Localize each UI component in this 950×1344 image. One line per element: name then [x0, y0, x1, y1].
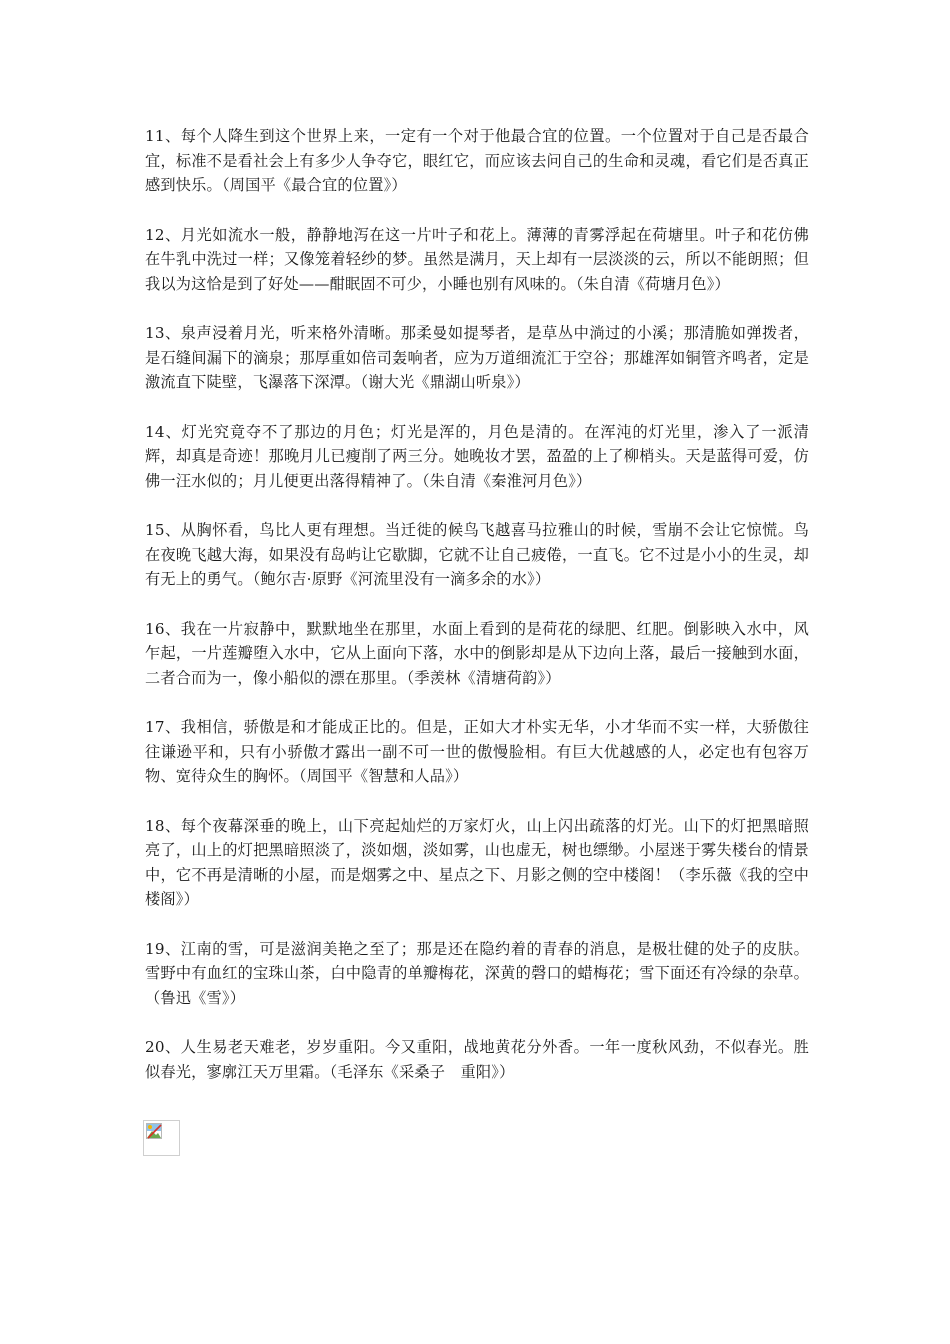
paragraph-14: 14、灯光究竟夺不了那边的月色；灯光是浑的，月色是清的。在浑沌的灯光里，渗入了一派清辉，却真是奇迹！那晚月儿已瘦削了两三分。她晚妆才罢，盈盈的上了柳梢头。天是蓝得可爱，仿佛一汪水似的；月儿便更出落得精神了。（朱自清《秦淮河月色》）	[145, 422, 809, 490]
broken-image-icon	[146, 1123, 164, 1141]
paragraph-11: 11、每个人降生到这个世界上来，一定有一个对于他最合宜的位置。一个位置对于自己是否最合宜，标准不是看社会上有多少人争夺它，眼红它，而应该去问自己的生命和灵魂，看它们是否真正感到快乐。（周国平《最合宜的位置》）	[145, 127, 809, 194]
paragraph-20: 20、人生易老天难老，岁岁重阳。今又重阳，战地黄花分外香。一年一度秋风劲，不似春光。胜似春光，寥廓江天万里霜。（毛泽东《采桑子 重阳》）	[145, 1038, 809, 1081]
paragraph-19: 19、江南的雪，可是滋润美艳之至了；那是还在隐约着的青春的消息，是极壮健的处子的皮肤。雪野中有血红的宝珠山茶，白中隐青的单瓣梅花，深黄的磬口的蜡梅花；雪下面还有冷绿的杂草。（鲁迅《雪》）	[145, 939, 809, 1007]
paragraph-13: 13、泉声浸着月光，听来格外清晰。那柔曼如提琴者，是草丛中淌过的小溪；那清脆如弹拨者，是石缝间漏下的滴泉；那厚重如倍司轰响者，应为万道细流汇于空谷；那雄浑如铜管齐鸣者，定是激流直下陡壁，飞瀑落下深潭。（谢大光《鼎湖山听泉》）	[145, 324, 809, 391]
paragraph-17: 17、我相信，骄傲是和才能成正比的。但是，正如大才朴实无华，小才华而不实一样，大骄傲往往谦逊平和，只有小骄傲才露出一副不可一世的傲慢脸相。有巨大优越感的人，必定也有包容万物、宽待众生的胸怀。（周国平《智慧和人品》）	[145, 718, 809, 785]
paragraph-16: 16、我在一片寂静中，默默地坐在那里，水面上看到的是荷花的绿肥、红肥。倒影映入水中，风乍起，一片莲瓣堕入水中，它从上面向下落，水中的倒影却是从下边向上落，最后一接触到水面，二者合而为一，像小船似的漂在那里。（季羡林《清塘荷韵》）	[145, 619, 809, 687]
document-body	[145, 124, 809, 1109]
paragraph-18: 18、每个夜幕深垂的晚上，山下亮起灿烂的万家灯火，山上闪出疏落的灯光。山下的灯把黑暗照亮了，山上的灯把黑暗照淡了，淡如烟，淡如雾，山也虚无，树也缥缈。小屋迷于雾失楼台的情景中，它不再是清晰的小屋，而是烟雾之中、星点之下、月影之侧的空中楼阁！（李乐薇《我的空中楼阁》）	[145, 816, 809, 908]
broken-image-placeholder[interactable]	[143, 1120, 180, 1156]
paragraph-12: 12、月光如流水一般，静静地泻在这一片叶子和花上。薄薄的青雾浮起在荷塘里。叶子和花仿佛在牛乳中洗过一样；又像笼着轻纱的梦。虽然是满月，天上却有一层淡淡的云，所以不能朗照；但我以为这恰是到了好处——酣眠固不可少，小睡也别有风味的。（朱自清《荷塘月色》）	[145, 225, 809, 293]
paragraph-15: 15、从胸怀看，鸟比人更有理想。当迁徙的候鸟飞越喜马拉雅山的时候，雪崩不会让它惊慌。鸟在夜晚飞越大海，如果没有岛屿让它歇脚，它就不让自己疲倦，一直飞。它不过是小小的生灵，却有无上的勇气。（鲍尔吉·原野《河流里没有一滴多余的水》）	[145, 521, 809, 588]
